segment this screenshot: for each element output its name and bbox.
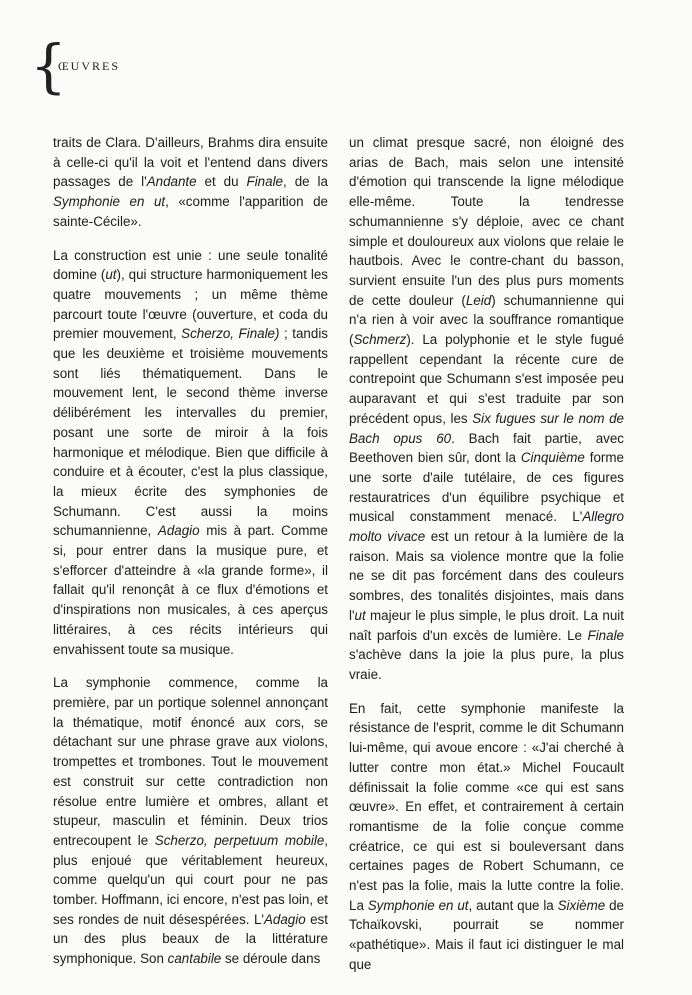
left-column bbox=[53, 133, 328, 983]
text-run: , plus enjoué que véritablement heureux, comme quelqu'un qui court pour ne pas tomber. Hoffmann, ici encore, n'est pas loin, et ses rondes de nuit désespérées. L' bbox=[53, 832, 328, 927]
italic-text: Six fugues sur le nom de Bach opus 60 bbox=[349, 410, 624, 446]
italic-text: Schmerz bbox=[353, 332, 407, 348]
paragraph-right-1 bbox=[349, 133, 624, 685]
section-title: ŒUVRES bbox=[58, 59, 121, 73]
italic-text: Scherzo, perpetuum mobile bbox=[154, 832, 325, 848]
italic-text: Scherzo, Finale) bbox=[181, 326, 280, 342]
text-run: majeur le plus simple, le plus droit. La nuit naît parfois d'un excès de lumière. Le bbox=[349, 607, 624, 643]
paragraph-left-2 bbox=[53, 246, 328, 660]
italic-text: Finale bbox=[246, 174, 284, 190]
italic-text: Adagio bbox=[157, 523, 200, 539]
italic-text: cantabile bbox=[167, 951, 222, 967]
text-run: ), qui structure harmoniquement les quatre mouvements ; un même thème parcourt toute l'œuvre (ouverture, et coda du premier mouvement, bbox=[53, 267, 328, 342]
text-run: ) schumannienne qui n'a rien à voir avec la souffrance romantique ( bbox=[349, 292, 624, 348]
italic-text: Symphonie en ut bbox=[53, 194, 166, 210]
text-run: s'achève dans la joie la plus pure, la plus vraie. bbox=[349, 647, 624, 682]
text-run: , autant que la bbox=[468, 897, 558, 913]
italic-text: Leid bbox=[465, 292, 492, 308]
italic-text: Cinquième bbox=[520, 450, 585, 466]
italic-text: ut bbox=[105, 267, 117, 283]
italic-text: Andante bbox=[146, 174, 197, 190]
text-run: est un des plus beaux de la littérature symphonique. Son bbox=[53, 911, 328, 967]
paragraph-right-2 bbox=[349, 699, 624, 975]
italic-text: Finale bbox=[587, 627, 624, 643]
text-run: , «comme l'apparition de sainte-Cécile». bbox=[53, 194, 328, 229]
text-run: La symphonie commence, comme la première, par un portique solennel annonçant la thématique, motif énoncé aux cors, se détachant sur une phrase grave aux violons, trompettes et trombones. Tout le mouvement est construit sur cette contradiction non résolue entre lumière et ombres, allant et stupeur, masculin et féminin. Deux trios entrecoupent le bbox=[53, 675, 328, 848]
page-header bbox=[30, 32, 330, 100]
paragraph-left-3 bbox=[53, 673, 328, 969]
header-brace: { bbox=[30, 32, 67, 100]
text-run: et du bbox=[196, 174, 247, 190]
right-column bbox=[349, 133, 624, 989]
text-run: se déroule dans bbox=[221, 951, 321, 967]
text-run: En fait, cette symphonie manifeste la résistance de l'esprit, comme le dit Schumann lui-même, qui avoue encore : «J'ai cherché à lutter contre mon état.» Michel Foucault définissait la folie comme «ce qui est sans œuvre». En effet, et contrairement à certain romantisme de la folie conçue comme créatrice, ce qui est si bouleversant dans certaines pages de Robert Schumann, ce n'est pas la folie, mais la lutte contre la folie. La bbox=[349, 700, 624, 913]
italic-text: ut bbox=[354, 607, 366, 623]
text-run: un climat presque sacré, non éloigné des arias de Bach, mais selon une intensité d'émotion qui transcende la ligne mélodique elle-même. Toute la tendresse schumannienne s'y déploie, avec ce chant simple et douloureux aux violons que relaie le hautbois. Avec le contre-chant du basson, survient ensuite l'un des plus purs moments de cette douleur ( bbox=[349, 135, 624, 308]
italic-text: Allegro molto vivace bbox=[349, 509, 624, 545]
text-run: ; tandis que les deuxième et troisième mouvements sont liés thématiquement. Dans le mouvement lent, le second thème inverse délibérément les intervalles du premier, posant une sorte de miroir à la fois harmonique et mélodique. Bien que difficile à conduire et à écouter, c'est la plus classique, la mieux écrite des symphonies de Schumann. C'est aussi la moins schumannienne, bbox=[53, 326, 328, 539]
text-run: ). La polyphonie et le style fugué rappellent cependant la récente cure de contrepoint que Schumann s'est imposée peu auparavant et qui s'est traduite par son précédent opus, les bbox=[349, 332, 624, 426]
text-run: . Bach fait partie, avec Beethoven bien sûr, dont la bbox=[349, 430, 624, 466]
text-run: forme une sorte d'aile tutélaire, de ces figures restauratrices d'un équilibre psychique et musical constamment menacé. L' bbox=[349, 450, 624, 525]
text-run: de Tchaïkovski, pourrait se nommer «pathétique». Mais il faut ici distinguer le mal que bbox=[349, 897, 624, 972]
italic-text: Symphonie en ut bbox=[367, 897, 469, 913]
text-run: est un retour à la lumière de la raison. Mais sa violence montre que la folie ne se dit pas forcément dans des couleurs sombres, des tonalités disjointes, mais dans l' bbox=[349, 529, 625, 623]
italic-text: Adagio bbox=[263, 911, 306, 927]
text-run: mis à part. Comme si, pour entrer dans la musique pure, et s'efforcer d'atteindre à «la grande forme», il fallait qu'il renonçât à ce flux d'émotions et d'inspirations non musicales, à ces aperçus littéraires, à ces récits intérieurs qui envahissent toute sa musique. bbox=[53, 523, 328, 657]
paragraph-left-1 bbox=[53, 133, 328, 232]
text-run: traits de Clara. D'ailleurs, Brahms dira ensuite à celle-ci qu'il la voit et l'entend dans divers passages de l' bbox=[53, 135, 328, 190]
text-run: , de la bbox=[283, 174, 328, 190]
text-run: La construction est unie : une seule tonalité domine ( bbox=[53, 247, 328, 283]
italic-text: Sixième bbox=[557, 897, 606, 913]
